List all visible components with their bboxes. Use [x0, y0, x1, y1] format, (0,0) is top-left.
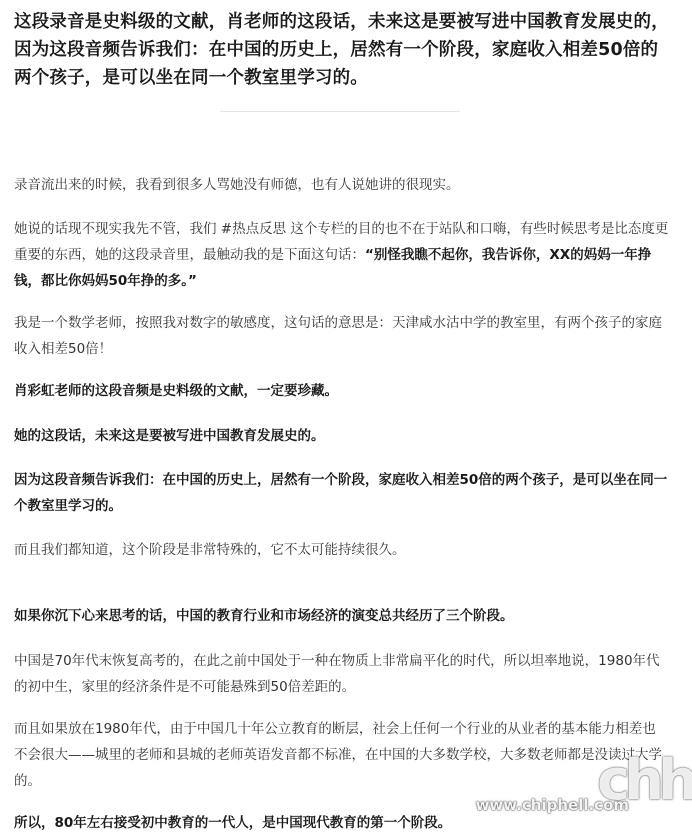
paragraph-teacher-gap: 而且如果放在1980年代，由于中国几十年公立教育的断层，社会上任何一个行业的从业者的基本能力相差也不会很大——城里的老师和县城的老师英语发音都不标准，在中国的大多数学校，大多数老师都是没读过大学的。 [14, 721, 662, 789]
paragraph-special-stage: 而且我们都知道，这个阶段是非常特殊的，它不太可能持续很久。 [14, 542, 406, 558]
article-headline: 这段录音是史料级的文献，肖老师的这段话，未来这是要被写进中国教育发展史的，因为这段音频告诉我们：在中国的历史上，居然有一个阶段，家庭收入相差50倍的两个孩子，是可以坐在同一个教室里学习的。 [14, 12, 669, 88]
watermark-url: www.chiphell.com [475, 796, 629, 814]
paragraph-historic-document: 肖彩虹老师的这段音频是史料级的文献，一定要珍藏。 [14, 383, 338, 399]
paragraph-education-history: 她的这段话，未来这是要被写进中国教育发展史的。 [14, 428, 325, 444]
paragraph-three-stages: 如果你沉下心来思考的话，中国的教育行业和市场经济的演变总共经历了三个阶段。 [14, 608, 514, 624]
paragraph-recording-reaction: 录音流出来的时候，我看到很多人骂她没有师德，也有人说她讲的很现实。 [14, 177, 460, 193]
paragraph-first-stage: 所以，80年左右接受初中教育的一代人，是中国现代教育的第一个阶段。 [14, 815, 452, 831]
paragraph-1980s-students: 中国是70年代末恢复高考的，在此之前中国处于一种在物质上非常扁平化的时代，所以坦率地说，1980年代的初中生，家里的经济条件是不可能悬殊到50倍差距的。 [14, 653, 660, 695]
paragraph-quote-intro-text: 她说的话现不现实我先不管，我们 #热点反思 这个专栏的目的也不在于站队和口嗨，有些时候思考是比态度更重要的东西，她的这段录音里，最触动我的是下面这句话： [14, 221, 669, 263]
section-divider [220, 111, 460, 112]
paragraph-quote-intro [14, 216, 669, 294]
paragraph-income-gap: 我是一个数学老师，按照我对数字的敏感度，这句话的意思是：天津咸水沽中学的教室里，有两个孩子的家庭收入相差50倍！ [14, 315, 662, 357]
paragraph-same-classroom: 因为这段音频告诉我们：在中国的历史上，居然有一个阶段，家庭收入相差50倍的两个孩子，是可以坐在同一个教室里学习的。 [14, 472, 668, 514]
watermark-logo: chh [597, 748, 692, 813]
teacher-quote: “别怪我瞧不起你，我告诉你，XX的妈妈一年挣钱，都比你妈妈50年挣的多。” [14, 247, 652, 289]
